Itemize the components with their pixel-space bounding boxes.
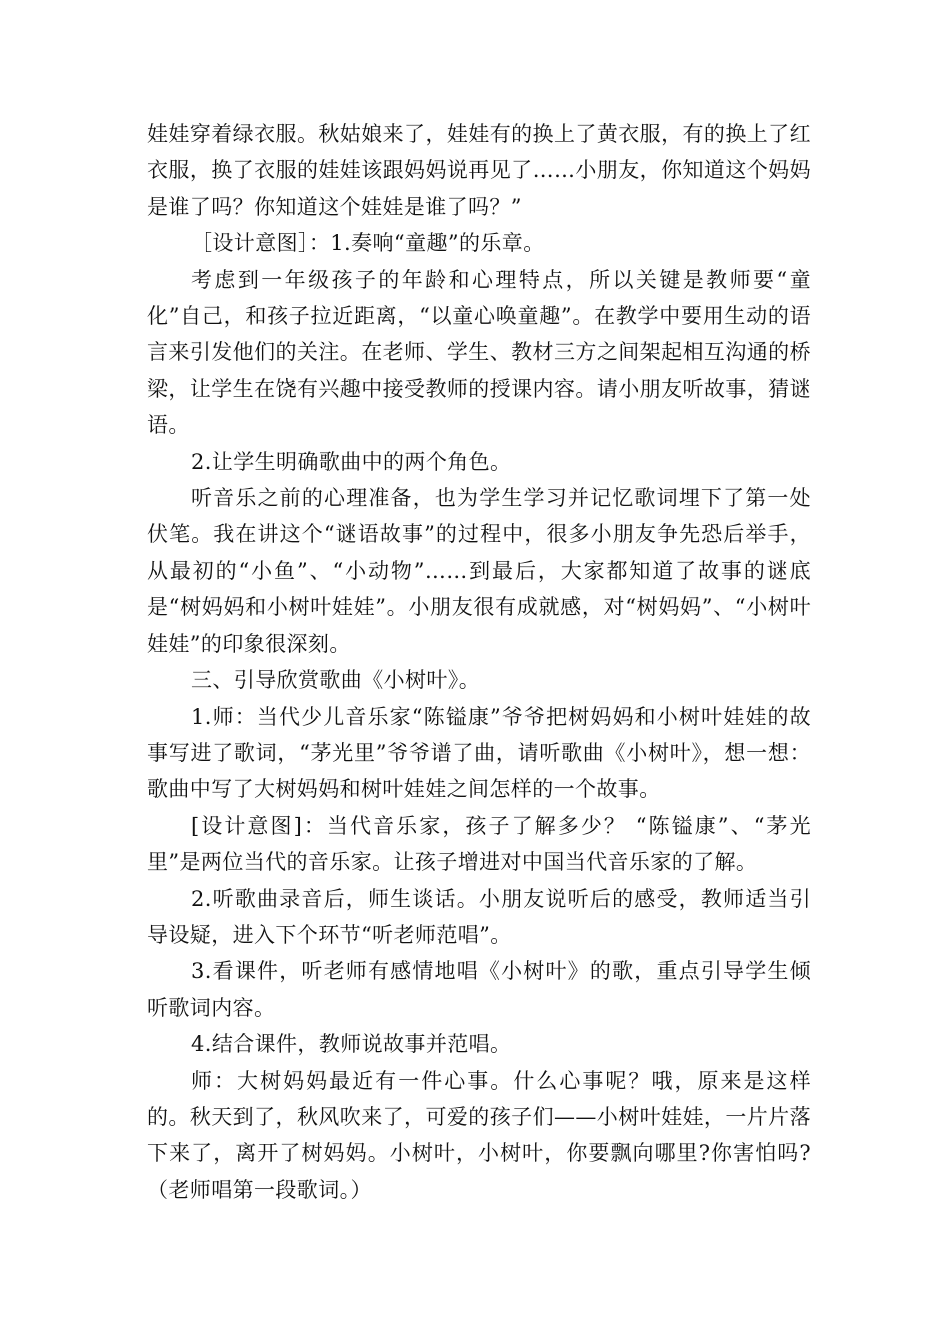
paragraph-12: 师：大树妈妈最近有一件心事。什么心事呢？哦，原来是这样的。秋天到了，秋风吹来了，可爱的孩子们——小树叶娃娃，一片片落下来了，离开了树妈妈。小树叶，小树叶，你要飘向哪里?你害怕吗?（老师唱第一段歌词。） xyxy=(147,1068,811,1202)
paragraph-5: 听音乐之前的心理准备，也为学生学习并记忆歌词埋下了第一处伏笔。我在讲这个“谜语故事”的过程中，很多小朋友争先恐后举手，从最初的“小鱼”、“小动物”……到最后，大家都知道了故事的谜底是“树妈妈和小树叶娃娃”。小朋友很有成就感，对“树妈妈”、“小树叶娃娃”的印象很深刻。 xyxy=(147,486,811,656)
paragraph-10: 3.看课件，听老师有感情地唱《小树叶》的歌，重点引导学生倾听歌词内容。 xyxy=(147,959,811,1020)
paragraph-3: 考虑到一年级孩子的年龄和心理特点，所以关键是教师要“童化”自己，和孩子拉近距离，“以童心唤童趣”。在教学中要用生动的语言来引发他们的关注。在老师、学生、教材三方之间架起相互沟通的桥梁，让学生在饶有兴趣中接受教师的授课内容。请小朋友听故事，猜谜语。 xyxy=(147,267,811,438)
paragraph-1: 娃娃穿着绿衣服。秋姑娘来了，娃娃有的换上了黄衣服，有的换上了红衣服，换了衣服的娃娃该跟妈妈说再见了……小朋友，你知道这个妈妈是谁了吗？你知道这个娃娃是谁了吗？” xyxy=(147,122,811,219)
paragraph-6: 三、引导欣赏歌曲《小树叶》。 xyxy=(191,668,481,693)
paragraph-8: [设计意图]：当代音乐家，孩子了解多少？ “陈镒康”、“茅光里”是两位当代的音乐家。让孩子增进对中国当代音乐家的了解。 xyxy=(147,813,811,875)
paragraph-7: 1.师：当代少儿音乐家“陈镒康”爷爷把树妈妈和小树叶娃娃的故事写进了歌词，“茅光里”爷爷谱了曲，请听歌曲《小树叶》，想一想：歌曲中写了大树妈妈和树叶娃娃之间怎样的一个故事。 xyxy=(147,704,811,802)
paragraph-4: 2.让学生明确歌曲中的两个角色。 xyxy=(191,449,512,474)
paragraph-11: 4.结合课件，教师说故事并范唱。 xyxy=(191,1032,512,1057)
document-body xyxy=(147,116,811,1208)
paragraph-9: 2.听歌曲录音后，师生谈话。小朋友说听后的感受，教师适当引导设疑，进入下个环节“听老师范唱”。 xyxy=(147,886,811,947)
paragraph-2: ［设计意图］：1.奏响“童趣”的乐章。 xyxy=(191,231,545,256)
